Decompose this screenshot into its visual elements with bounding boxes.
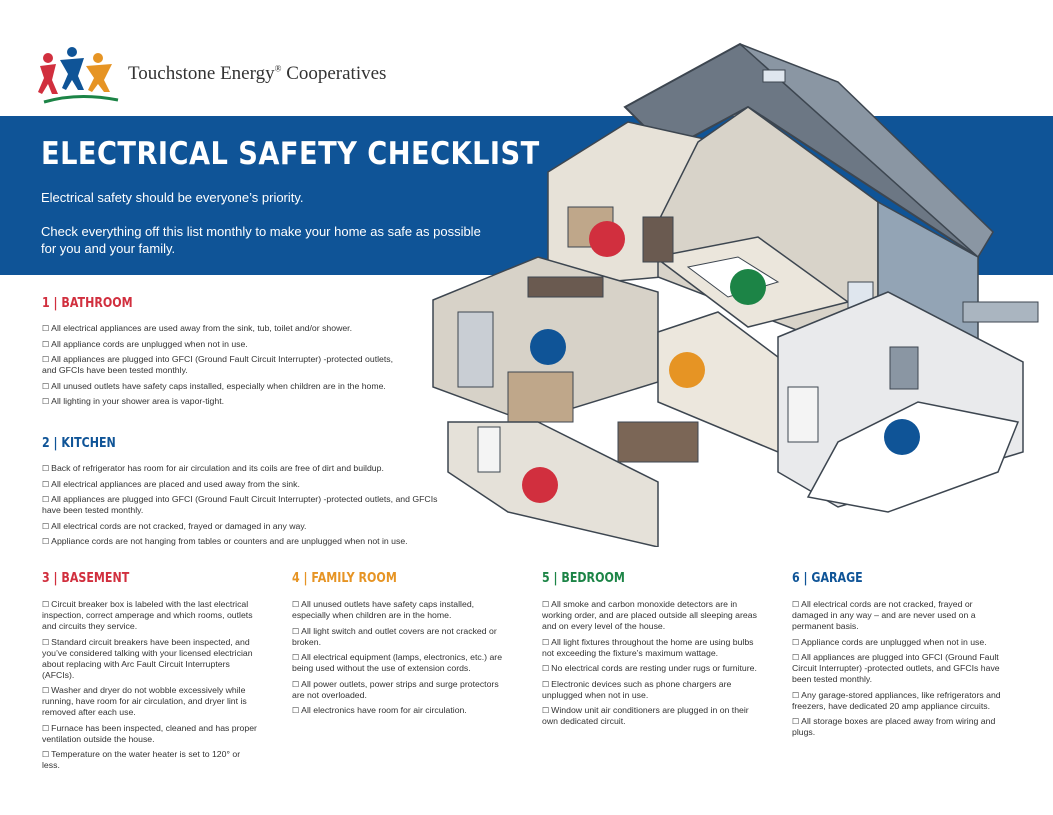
house-cutaway-illustration xyxy=(418,42,1053,547)
checklist-item[interactable]: ☐ Electronic devices such as phone chargers are unplugged when not in use. xyxy=(542,679,762,701)
checklist-item[interactable]: ☐ All light switch and outlet covers are not cracked or broken. xyxy=(292,626,512,648)
checklist-item[interactable]: ☐ Temperature on the water heater is set to 120° or less. xyxy=(42,749,260,771)
checklist-item[interactable]: ☐ All unused outlets have safety caps installed, especially when children are in the home. xyxy=(42,381,402,392)
brand-wordmark xyxy=(128,63,386,85)
kitchen-heading: 2 | KITCHEN xyxy=(42,436,116,451)
checklist-item[interactable]: ☐ All appliances are plugged into GFCI (Ground Fault Circuit Interrupter) -protected outlets, and GFCIs have been tested monthly. xyxy=(792,652,1007,685)
kitchen-cabinets xyxy=(528,277,603,297)
bedroom-checklist xyxy=(542,599,762,732)
intro-line-1: Electrical safety should be everyone’s priority. xyxy=(41,190,304,205)
touchstone-energy-logo xyxy=(38,46,438,106)
bathroom-heading: 1 | BATHROOM xyxy=(42,296,133,311)
bedroom-marker xyxy=(730,269,766,305)
checklist-item[interactable]: ☐ All appliances are plugged into GFCI (Ground Fault Circuit Interrupter) -protected outlets, and GFCIs have been tested monthly. xyxy=(42,494,452,516)
checklist-item[interactable]: ☐ All appliance cords are unplugged when not in use. xyxy=(42,339,402,350)
checklist-item[interactable]: ☐ All smoke and carbon monoxide detectors are in working order, and are placed outside all sleeping areas and on every level of the house. xyxy=(542,599,762,632)
checklist-item[interactable]: ☐ All power outlets, power strips and surge protectors are not overloaded. xyxy=(292,679,512,701)
family-room-checklist xyxy=(292,599,512,721)
checklist-item[interactable]: ☐ All electrical cords are not cracked, frayed or damaged in any way – and are never used on a permanent basis. xyxy=(792,599,1007,632)
checklist-item[interactable]: ☐ Appliance cords are unplugged when not in use. xyxy=(792,637,1007,648)
checklist-item[interactable]: ☐ All electrical cords are not cracked, frayed or damaged in any way. xyxy=(42,521,452,532)
intro-line-2: Check everything off this list monthly to make your home as safe as possible for you and your family. xyxy=(41,224,481,256)
garage-checklist xyxy=(792,599,1007,743)
checklist-item[interactable]: ☐ All light fixtures throughout the home are using bulbs not exceeding the fixture’s maximum wattage. xyxy=(542,637,762,659)
checklist-item[interactable]: ☐ Any garage-stored appliances, like refrigerators and freezers, have dedicated 20 amp appliance circuits. xyxy=(792,690,1007,712)
kitchen-island xyxy=(508,372,573,422)
checklist-item[interactable]: ☐ Standard circuit breakers have been inspected, and you’ve considered talking with your licensed electrician about replacing with Arc Fault Circuit Interrupters (AFCIs). xyxy=(42,637,260,681)
basement-marker xyxy=(522,467,558,503)
checklist-item[interactable]: ☐ All electrical equipment (lamps, electronics, etc.) are being used without the use of extension cords. xyxy=(292,652,512,674)
bathroom-marker xyxy=(589,221,625,257)
checklist-item[interactable]: ☐ Window unit air conditioners are plugged in on their own dedicated circuit. xyxy=(542,705,762,727)
garage-heading: 6 | GARAGE xyxy=(792,571,863,586)
checklist-item[interactable]: ☐ All unused outlets have safety caps installed, especially when children are in the home. xyxy=(292,599,512,621)
basement-checklist xyxy=(42,599,260,776)
checklist-item[interactable]: ☐ All lighting in your shower area is vapor-tight. xyxy=(42,396,402,407)
brand-suffix: Cooperatives xyxy=(286,63,387,84)
checklist-item[interactable]: ☐ All electrical appliances are used away from the sink, tub, toilet and/or shower. xyxy=(42,323,402,334)
checklist-item[interactable]: ☐ Washer and dryer do not wobble excessively while running, have room for air circulation, and dryer lint is removed after each use. xyxy=(42,685,260,718)
bedroom-heading: 5 | BEDROOM xyxy=(542,571,625,586)
kitchen-checklist xyxy=(42,463,452,552)
checklist-item[interactable]: ☐ All storage boxes are placed away from wiring and plugs. xyxy=(792,716,1007,738)
checklist-item[interactable]: ☐ Circuit breaker box is labeled with the last electrical inspection, correct amperage and which rooms, outlets and circuits they service. xyxy=(42,599,260,632)
refrigerator-icon xyxy=(458,312,493,387)
checklist-item[interactable]: ☐ No electrical cords are resting under rugs or furniture. xyxy=(542,663,762,674)
dresser-icon xyxy=(643,217,673,262)
family-room-marker xyxy=(669,352,705,388)
bathroom-checklist xyxy=(42,323,402,412)
checklist-item[interactable]: ☐ Appliance cords are not hanging from tables or counters and are unplugged when not in use. xyxy=(42,536,452,547)
skylight-icon xyxy=(763,70,785,82)
checklist-item[interactable]: ☐ Back of refrigerator has room for air circulation and its coils are free of dirt and buildup. xyxy=(42,463,452,474)
kitchen-marker xyxy=(530,329,566,365)
checklist-item[interactable]: ☐ All appliances are plugged into GFCI (Ground Fault Circuit Interrupter) -protected outlets, and GFCIs have been tested monthly. xyxy=(42,354,402,376)
dining-table-icon xyxy=(618,422,698,462)
brand-name: Touchstone Energy xyxy=(128,63,275,84)
family-room-heading: 4 | FAMILY ROOM xyxy=(292,571,397,586)
checklist-item[interactable]: ☐ All electronics have room for air circulation. xyxy=(292,705,512,716)
cooperative-people-icon xyxy=(38,46,123,106)
checklist-item[interactable]: ☐ Furnace has been inspected, cleaned and has proper ventilation outside the house. xyxy=(42,723,260,745)
garage-fridge-icon xyxy=(788,387,818,442)
basement-heading: 3 | BASEMENT xyxy=(42,571,130,586)
registered-mark: ® xyxy=(274,63,282,74)
ac-unit-icon xyxy=(963,302,1038,322)
trash-bin-icon xyxy=(890,347,918,389)
garage-marker xyxy=(884,419,920,455)
checklist-item[interactable]: ☐ All electrical appliances are placed and used away from the sink. xyxy=(42,479,452,490)
water-heater-icon xyxy=(478,427,500,472)
page-title: ELECTRICAL SAFETY CHECKLIST xyxy=(41,136,540,172)
